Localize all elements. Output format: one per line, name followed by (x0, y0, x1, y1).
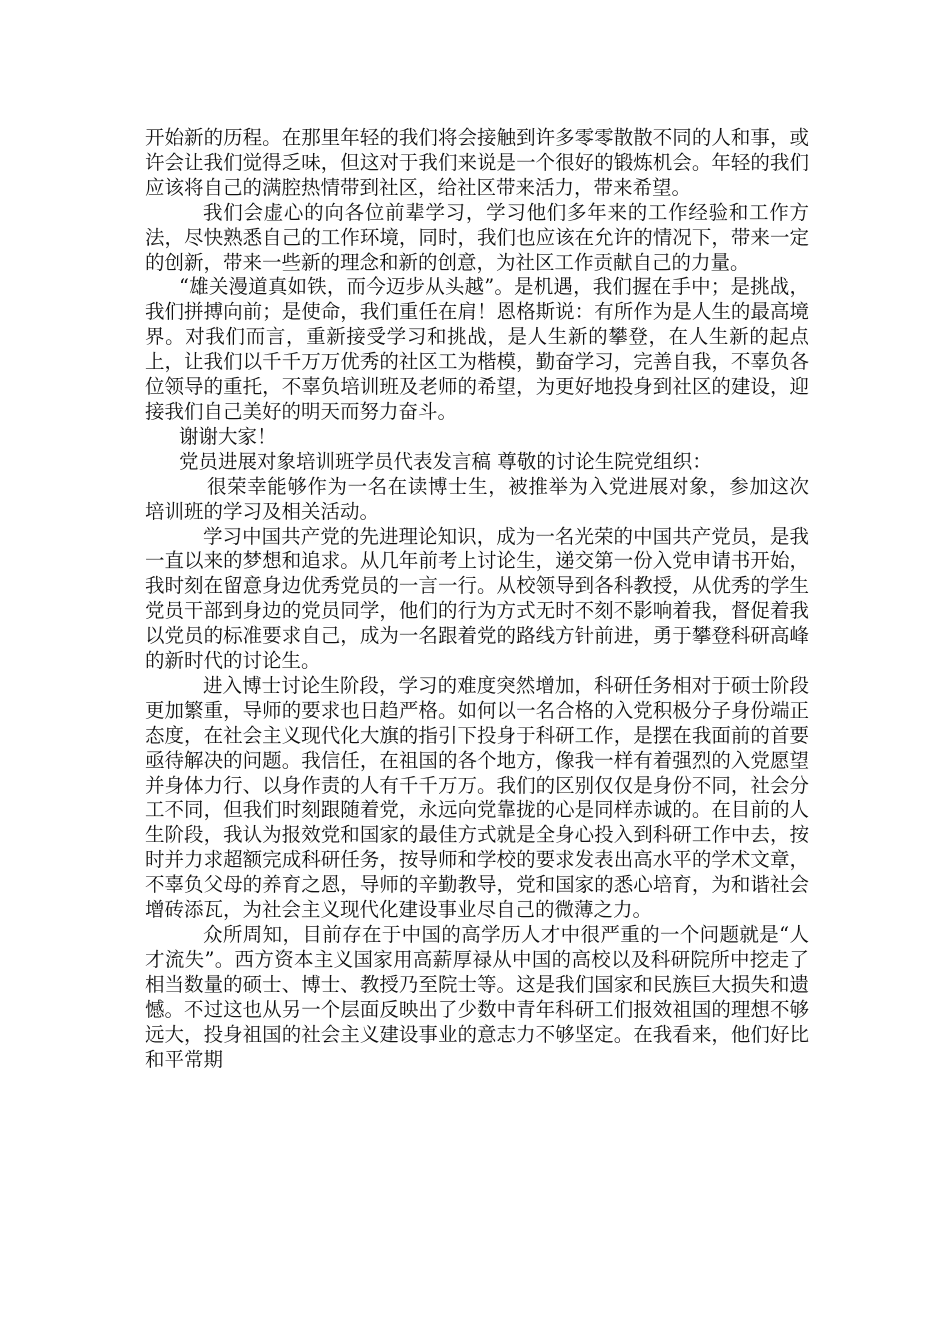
paragraph: 很荣幸能够作为一名在读博士生，被推举为入党进展对象，参加这次培训班的学习及相关活动。 (145, 474, 809, 523)
paragraph: 学习中国共产党的先进理论知识，成为一名光荣的中国共产党员，是我一直以来的梦想和追求。从几年前考上讨论生，递交第一份入党申请书开始，我时刻在留意身边优秀党员的一言一行。从校领导到各科教授，从优秀的学生党员干部到身边的党员同学，他们的行为方式无时不刻不影响着我，督促着我以党员的标准要求自己，成为一名跟着党的路线方针前进，勇于攀登科研高峰的新时代的讨论生。 (145, 524, 809, 673)
paragraph: 我们会虚心的向各位前辈学习，学习他们多年来的工作经验和工作方法，尽快熟悉自己的工作环境，同时，我们也应该在允许的情况下，带来一定的创新，带来一些新的理念和新的创意，为社区工作贡献自己的力量。 (145, 200, 809, 274)
paragraph: 党员进展对象培训班学员代表发言稿 尊敬的讨论生院党组织： (179, 449, 712, 473)
paragraph: 众所周知，目前存在于中国的高学历人才中很严重的一个问题就是“人才流失”。西方资本主义国家用高薪厚禄从中国的高校以及科研院所中挖走了相当数量的硕士、博士、教授乃至院士等。这是我们国家和民族巨大损失和遗憾。不过这也从另一个层面反映出了少数中青年科研工们报效祖国的理想不够远大，投身祖国的社会主义建设事业的意志力不够坚定。在我看来，他们好比和平常期 (145, 923, 809, 1071)
paragraph: 谢谢大家！ (179, 424, 277, 448)
document-body (145, 126, 809, 1072)
paragraph: “雄关漫道真如铁，而今迈步从头越”。是机遇，我们握在手中；是挑战，我们拼搏向前；是使命，我们重任在肩！恩格斯说：有所作为是人生的最高境界。对我们而言，重新接受学习和挑战，是人生新的攀登，在人生新的起点上，让我们以千千万万优秀的社区工为楷模，勤奋学习，完善自我，不辜负各位领导的重托，不辜负培训班及老师的希望，为更好地投身到社区的建设，迎接我们自己美好的明天而努力奋斗。 (145, 275, 809, 423)
paragraph: 开始新的历程。在那里年轻的我们将会接触到许多零零散散不同的人和事，或许会让我们觉得乏味，但这对于我们来说是一个很好的锻炼机会。年轻的我们应该将自己的满腔热情带到社区，给社区带来活力，带来希望。 (145, 126, 809, 199)
paragraph: 进入博士讨论生阶段，学习的难度突然增加，科研任务相对于硕士阶段更加繁重，导师的要求也日趋严格。如何以一名合格的入党积极分子身份端正态度，在社会主义现代化大旗的指引下投身于科研工作，是摆在我面前的首要亟待解决的问题。我信任，在祖国的各个地方，像我一样有着强烈的入党愿望并身体力行、以身作责的人有千千万万。我们的区别仅仅是身份不同，社会分工不同，但我们时刻跟随着党，永远向党靠拢的心是同样赤诚的。在目前的人生阶段，我认为报效党和国家的最佳方式就是全身心投入到科研工作中去，按时并力求超额完成科研任务，按导师和学校的要求发表出高水平的学术文章，不辜负父母的养育之恩，导师的辛勤教导，党和国家的悉心培育，为和谐社会增砖添瓦，为社会主义现代化建设事业尽自己的微薄之力。 (145, 673, 809, 922)
